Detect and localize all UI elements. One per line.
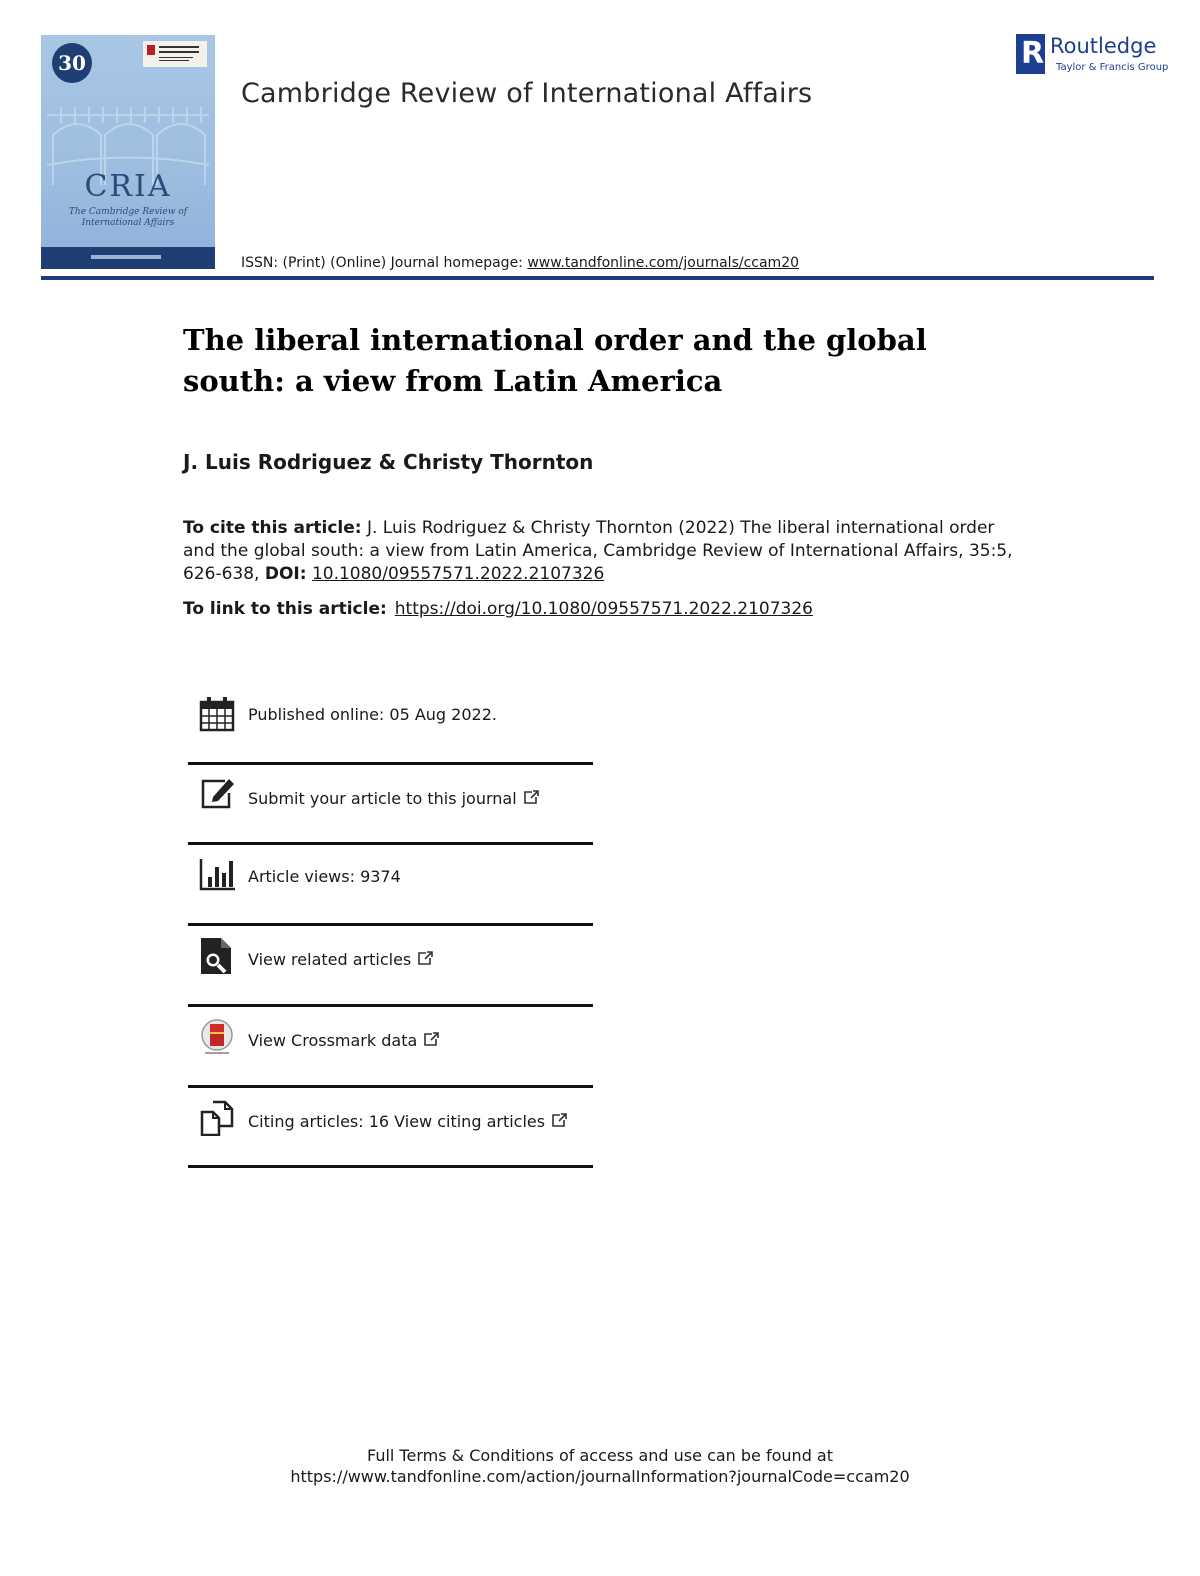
submit-article-row[interactable] (188, 765, 593, 846)
citing-articles-row[interactable] (188, 1088, 593, 1169)
cover-footer-bar (41, 247, 215, 269)
external-link-icon (417, 951, 434, 966)
article-title: The liberal international order and the global south: a view from Latin America (183, 323, 927, 398)
cover-subtitle: The Cambridge Review of International Affairs (68, 207, 188, 228)
terms-link[interactable]: https://www.tandfonline.com/action/journalInformation?journalCode=ccam20 (290, 1467, 910, 1486)
terms-footer (0, 1445, 1200, 1487)
publisher-logo (1016, 34, 1169, 78)
doi-link[interactable]: 10.1080/09557571.2022.2107326 (311, 564, 605, 584)
citation (183, 517, 1013, 586)
related-articles-row[interactable] (188, 926, 593, 1007)
external-link-icon (551, 1113, 568, 1128)
divider (188, 1165, 593, 1168)
journal-homepage-link[interactable]: www.tandfonline.com/journals/ccam20 (527, 255, 800, 271)
related-articles-link[interactable]: View related articles (248, 950, 434, 969)
crossmark-icon (199, 1019, 235, 1055)
bar-chart-icon (199, 857, 235, 893)
terms-text: Full Terms & Conditions of access and use can be found at (366, 1446, 834, 1465)
university-logo (143, 41, 207, 67)
external-link-icon (423, 1032, 440, 1047)
cover-acronym: CRIA (84, 169, 172, 204)
calendar-icon (199, 696, 235, 732)
issn-line: ISSN: (Print) (Online) Journal homepage: www.tandfonline.com/journals/ccam20 (241, 255, 800, 271)
citation-text: J. Luis Rodriguez & Christy Thornton (2022) The liberal international order and the global south: a view from Latin America, Cambridge Review of International Affairs, 35:5, 626-638, (183, 518, 1013, 584)
article-link-row (183, 599, 813, 619)
publisher-tagline: Taylor & Francis Group (1056, 62, 1169, 73)
publisher-name: Routledge (1050, 34, 1157, 58)
article-views-row: Article views: 9374 (188, 845, 593, 926)
submit-article-link[interactable]: Submit your article to this journal (248, 789, 540, 808)
journal-title: Cambridge Review of International Affairs (241, 78, 813, 109)
edit-icon (199, 775, 235, 811)
article-link[interactable]: https://doi.org/10.1080/09557571.2022.2107326 (394, 599, 813, 619)
header-divider (41, 276, 1154, 280)
article-authors: J. Luis Rodriguez & Christy Thornton (183, 450, 594, 474)
external-link-icon (523, 790, 540, 805)
citation-label: To cite this article: (183, 518, 362, 538)
citing-articles-icon (199, 1100, 235, 1136)
doi-label: DOI: (264, 564, 307, 584)
citing-articles-link[interactable]: Citing articles: 16 View citing articles (248, 1112, 568, 1131)
crossmark-link[interactable]: View Crossmark data (248, 1031, 440, 1050)
journal-cover (41, 35, 215, 269)
search-document-icon (199, 938, 235, 974)
article-link-label: To link to this article: (183, 599, 387, 619)
routledge-logo-icon: R (1016, 34, 1045, 74)
crossmark-row[interactable] (188, 1007, 593, 1088)
anniversary-badge: 30 (52, 43, 92, 83)
published-online-row: Published online: 05 Aug 2022. (188, 680, 593, 761)
